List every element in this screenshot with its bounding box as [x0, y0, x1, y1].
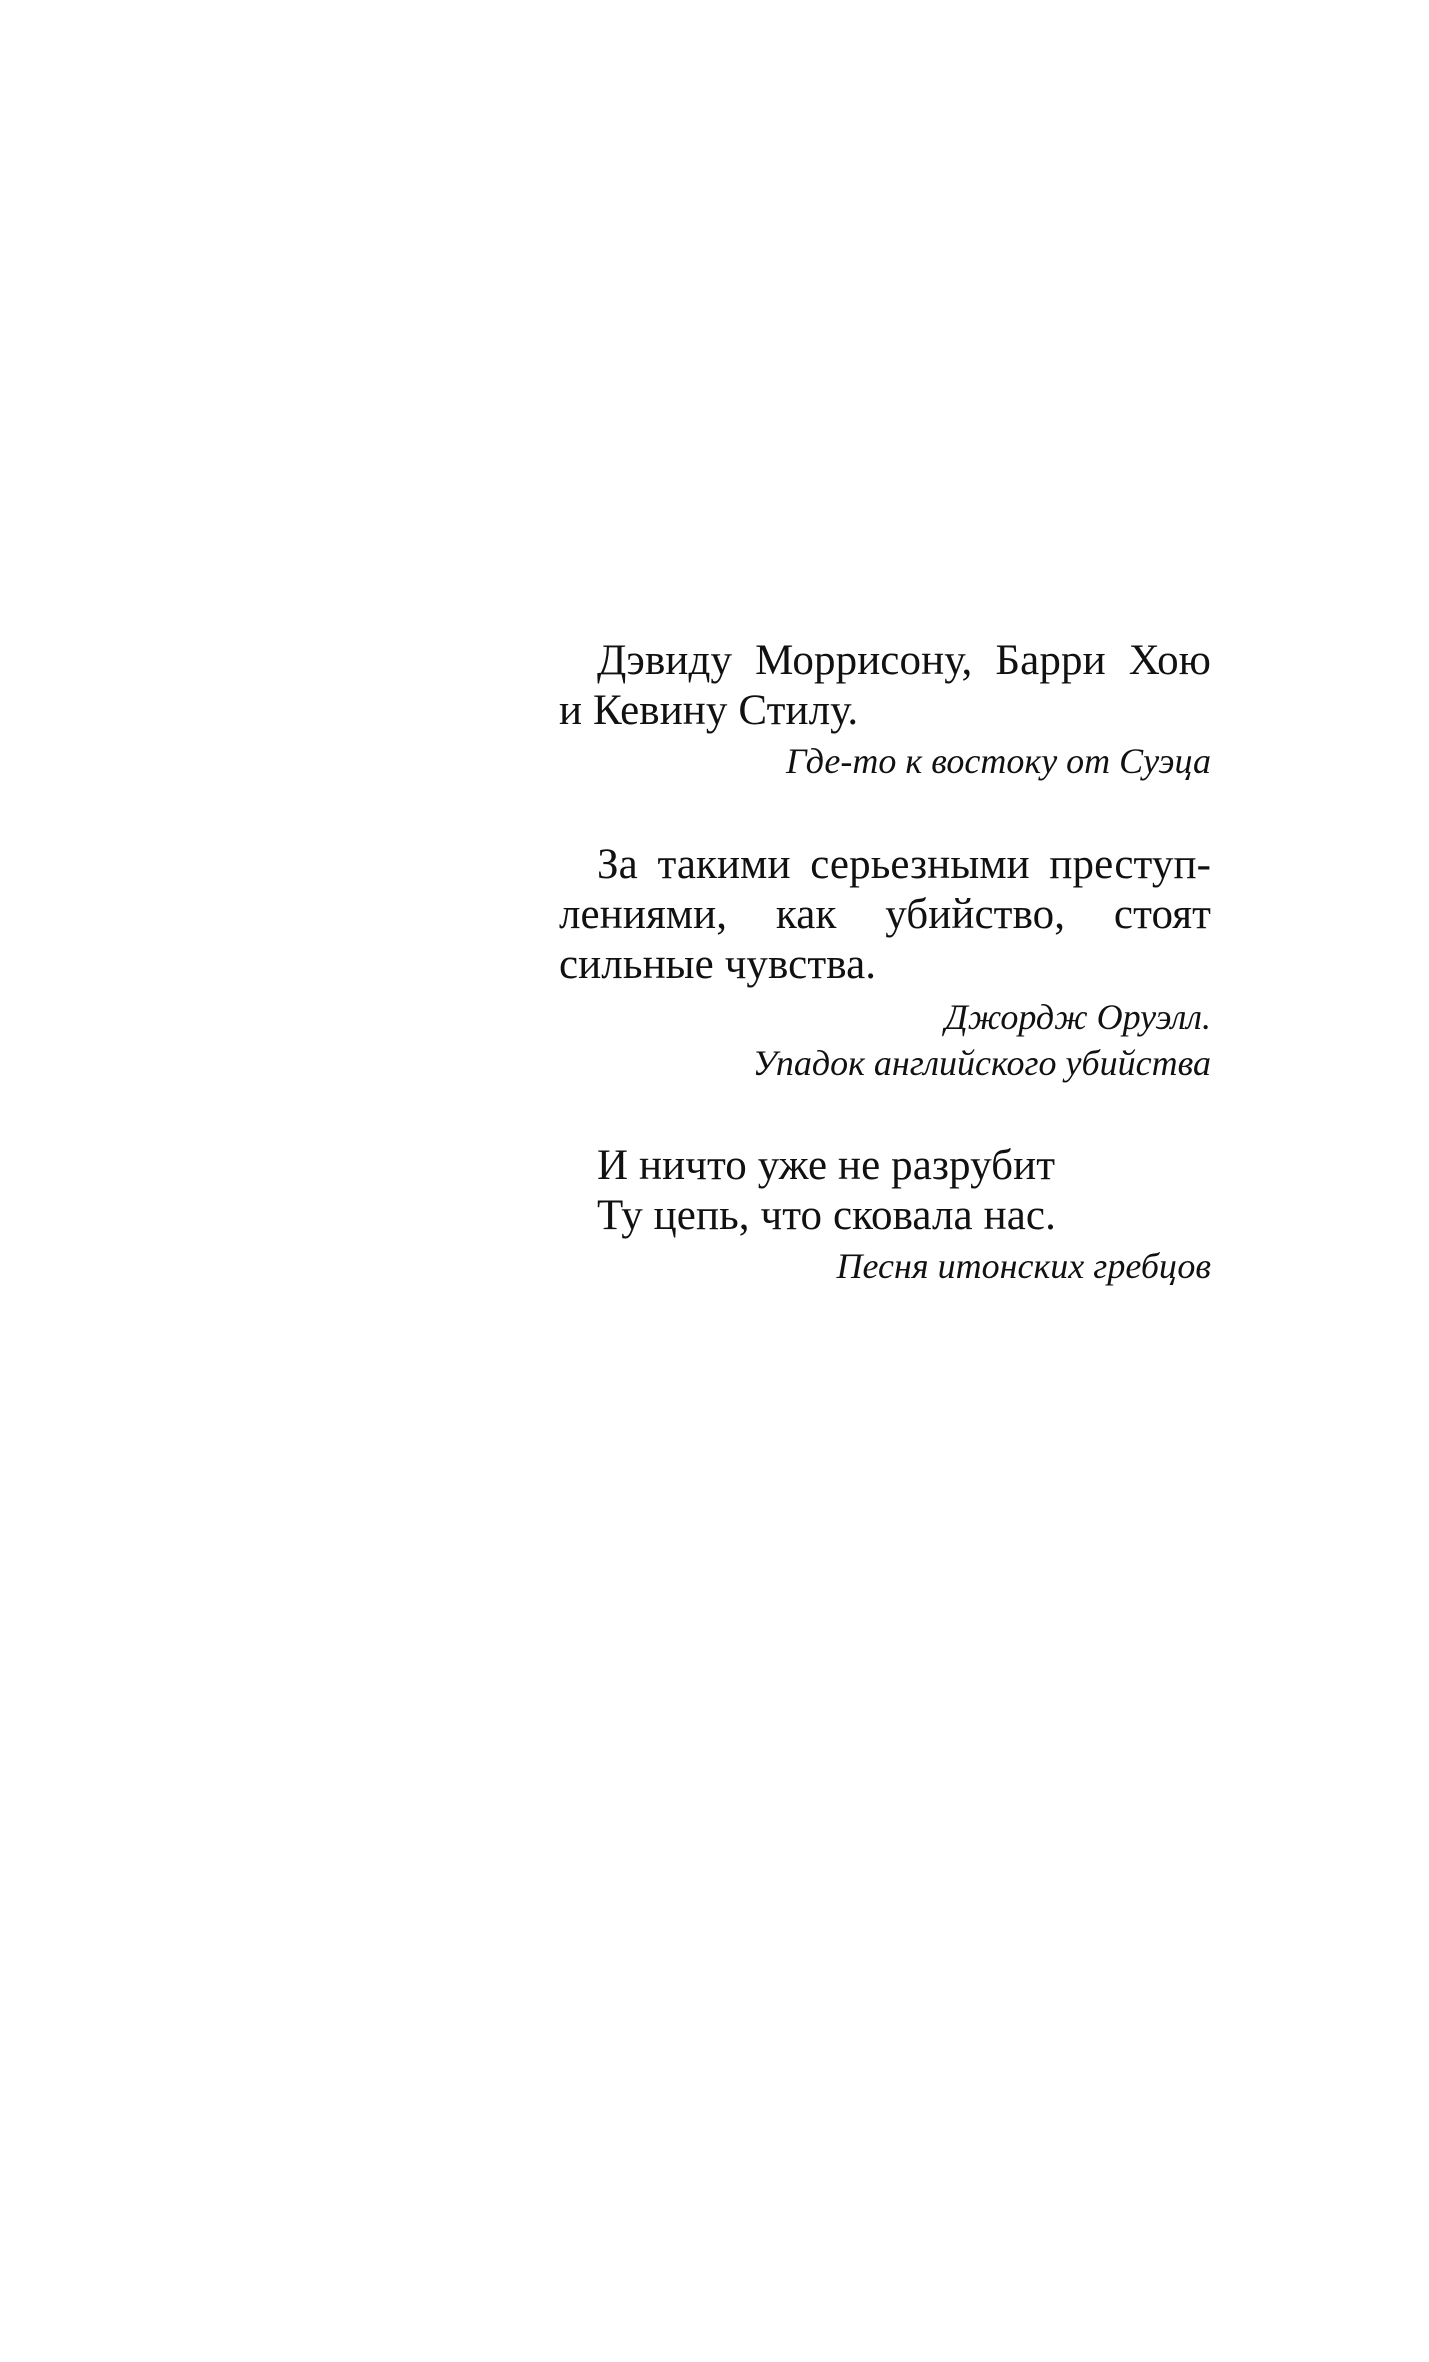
epigraph-song-line-1: И ничто уже не разрубит	[597, 1142, 1056, 1189]
dedication-attribution: Где-то к востоку от Суэца	[785, 741, 1211, 781]
dedication	[559, 636, 1211, 784]
epigraph-orwell-line-3: сильные чувства.	[559, 941, 877, 988]
epigraph-orwell-author: Джордж Оруэлл.	[944, 997, 1211, 1037]
dedication-line-2: и Кевину Стилу.	[559, 687, 859, 734]
dedication-line-1: Дэвиду Моррисону, Барри Хою	[597, 637, 1211, 684]
epigraph-orwell	[559, 840, 1211, 1086]
epigraph-song	[559, 1141, 1211, 1289]
epigraph-song-line-2: Ту цепь, что сковала нас.	[597, 1192, 1056, 1239]
epigraph-orwell-source: Упадок английского убийства	[752, 1043, 1211, 1083]
epigraph-orwell-line-1: За такими серьезными преступ-	[597, 841, 1211, 888]
epigraph-song-attribution: Песня итонских гребцов	[836, 1246, 1211, 1286]
epigraph-orwell-line-2: лениями, как убийство, стоят	[559, 891, 1211, 938]
